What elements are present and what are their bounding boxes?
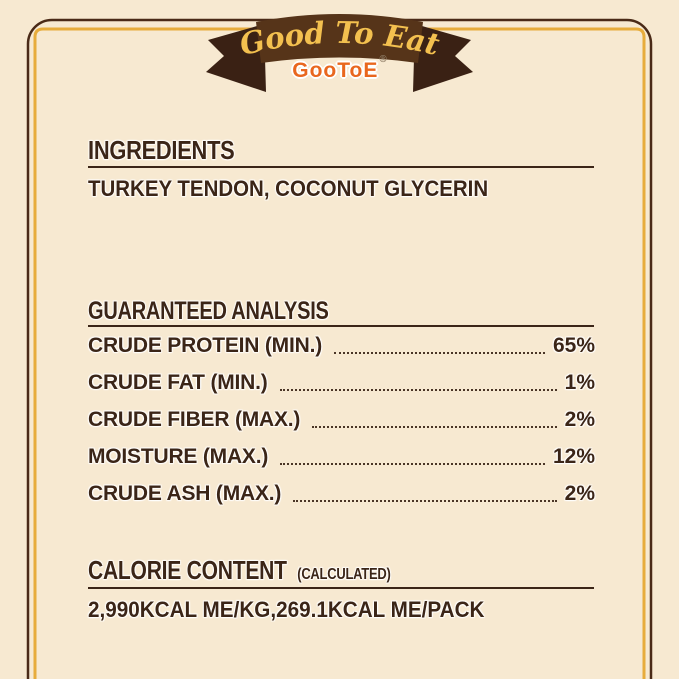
calorie-content-heading-suffix: (CALCULATED) <box>297 566 391 583</box>
calorie-content-heading-text: CALORIE CONTENT <box>88 555 287 585</box>
analysis-row-value: 12% <box>552 444 595 468</box>
analysis-row <box>88 400 595 437</box>
analysis-row-label: CRUDE FAT (MIN.) <box>88 370 268 394</box>
ingredients-value: TURKEY TENDON, COCONUT GLYCERIN <box>88 176 489 201</box>
analysis-row <box>88 326 595 363</box>
analysis-row-value: 1% <box>564 370 595 394</box>
analysis-row-label: CRUDE FIBER (MAX.) <box>88 407 301 431</box>
analysis-row-label: CRUDE PROTEIN (MIN.) <box>88 333 322 357</box>
registered-trademark-icon: ® <box>379 53 387 65</box>
dotted-leader <box>280 463 545 465</box>
dotted-leader <box>334 352 545 354</box>
analysis-row <box>88 474 595 511</box>
ingredients-heading: INGREDIENTS <box>88 135 235 165</box>
analysis-row <box>88 363 595 400</box>
brand-logo-text: GooToE <box>292 59 379 82</box>
analysis-row-value: 2% <box>564 407 595 431</box>
analysis-row-value: 2% <box>564 481 595 505</box>
analysis-row-label: MOISTURE (MAX.) <box>88 444 269 468</box>
calorie-content-underline <box>88 587 594 589</box>
guaranteed-analysis-heading: GUARANTEED ANALYSIS <box>88 297 329 325</box>
analysis-row <box>88 437 595 474</box>
analysis-row-value: 65% <box>552 333 595 357</box>
banner-title: Good To Eat <box>236 15 444 64</box>
calorie-content-heading <box>88 556 391 585</box>
dotted-leader <box>312 426 556 428</box>
brand-logo <box>202 53 477 83</box>
calorie-content-value: 2,990KCAL ME/KG,269.1KCAL ME/PACK <box>88 597 485 622</box>
ingredients-underline <box>88 166 594 168</box>
dotted-leader <box>293 500 556 502</box>
ribbon-banner <box>202 10 477 98</box>
analysis-row-label: CRUDE ASH (MAX.) <box>88 481 282 505</box>
dotted-leader <box>280 389 557 391</box>
guaranteed-analysis-table <box>88 326 595 511</box>
